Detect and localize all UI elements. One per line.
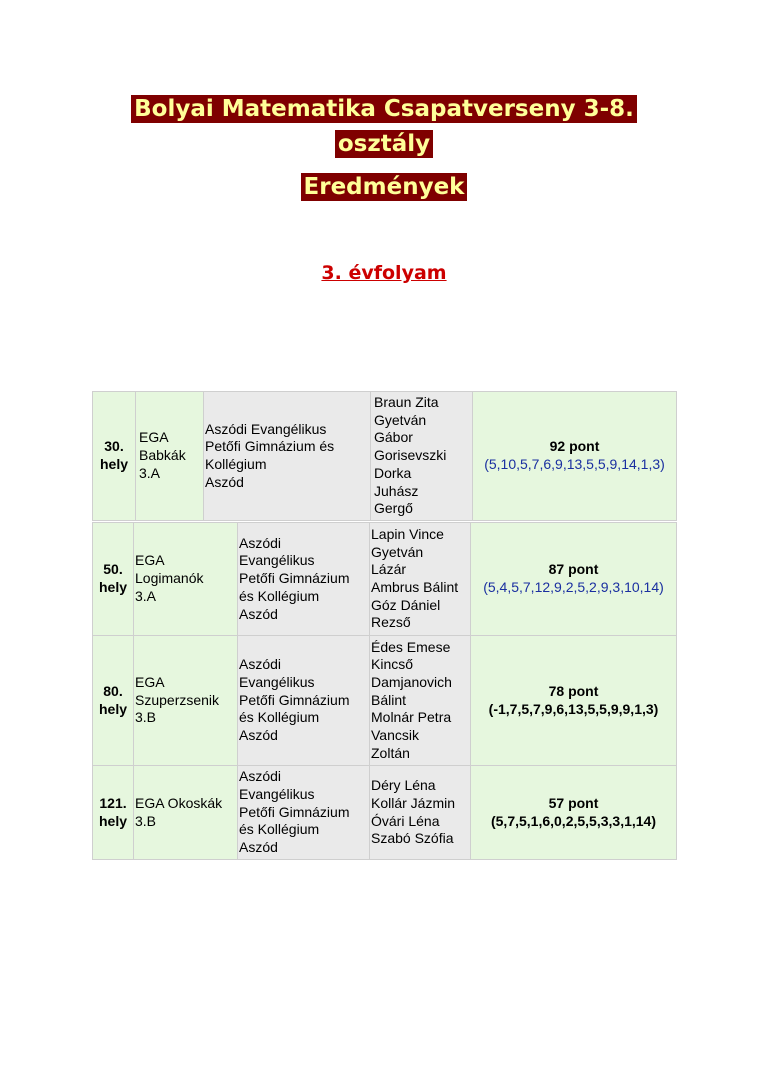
score-points: 78 pont [548, 682, 599, 699]
member-line: Déry Léna [371, 777, 436, 794]
school-cell [238, 766, 370, 860]
member-line: Rezső [371, 614, 411, 631]
school-line: Kollégium [205, 456, 267, 472]
grade-heading: 3. évfolyam [321, 262, 447, 284]
member-line: Vancsik [371, 727, 419, 744]
member-line: Ambrus Bálint [371, 579, 459, 595]
members-cell [370, 636, 471, 766]
team-class: 3.A [135, 587, 157, 604]
member-line: Lázár [371, 561, 407, 578]
score-points: 92 pont [549, 438, 600, 455]
place-cell [93, 523, 134, 636]
school-line: Evangélikus [239, 552, 315, 569]
table-row [93, 523, 677, 636]
table-row [93, 392, 677, 521]
result-table-1 [92, 391, 677, 521]
member-line: Molnár Petra [371, 709, 452, 726]
school-cell [238, 523, 370, 636]
team-name-line: EGA Okoskák [135, 794, 223, 811]
team-name-line: EGA [135, 673, 165, 690]
member-line: Bálint [371, 691, 407, 708]
score-points: 57 pont [548, 794, 599, 811]
table-row [93, 636, 677, 766]
member-line: Szabó Szófia [371, 830, 454, 847]
member-line: Gyetván [371, 543, 424, 560]
team-class: 3.A [139, 464, 161, 481]
place-cell [93, 636, 134, 766]
place-label: hely [99, 456, 128, 472]
score-cell [473, 392, 677, 521]
title-line-2-container [0, 130, 768, 158]
table-row [93, 766, 677, 860]
score-breakdown: (-1,7,5,7,9,6,13,5,5,9,9,1,3) [488, 700, 659, 717]
title-line-1-container [0, 95, 768, 123]
member-line: Zoltán [371, 744, 410, 761]
team-name-line: Babkák [139, 447, 186, 464]
member-line: Óvári Léna [371, 812, 440, 829]
school-line: Aszódi [239, 656, 282, 673]
score-breakdown: (5,10,5,7,6,9,13,5,5,9,14,1,3) [484, 456, 665, 472]
school-line: Petőfi Gimnázium [239, 803, 350, 820]
place-label: hely [98, 812, 127, 829]
document-title-continued: osztály [335, 130, 433, 158]
school-line: Aszódi [239, 768, 282, 785]
score-cell [471, 766, 677, 860]
school-line: és Kollégium [239, 821, 320, 838]
school-city: Aszód [239, 727, 278, 744]
team-cell [134, 523, 238, 636]
member-line: Gyetván [374, 411, 427, 428]
member-line: Damjanovich [371, 673, 452, 690]
member-line: Kollár Jázmin [371, 794, 456, 811]
score-breakdown: (5,4,5,7,12,9,2,5,2,9,3,10,14) [483, 579, 664, 595]
member-line: Lapin Vince [371, 525, 444, 542]
school-city: Aszód [205, 473, 244, 490]
place-number: 30. [104, 438, 124, 455]
grade-heading-container [0, 262, 768, 284]
place-number: 121. [99, 794, 127, 811]
members-cell [371, 392, 473, 521]
team-name-line: EGA [139, 429, 169, 446]
result-table-2 [92, 522, 677, 860]
school-cell [238, 636, 370, 766]
member-line: Gergő [374, 500, 413, 517]
score-cell [471, 636, 677, 766]
member-line: Braun Zita [374, 394, 439, 411]
team-name-line: Logimanók [135, 570, 204, 587]
team-cell [134, 766, 238, 860]
member-line: Gábor [374, 429, 413, 446]
school-line: Petőfi Gimnázium [239, 570, 350, 587]
team-name-line: EGA [135, 552, 165, 569]
team-class: 3.B [135, 812, 157, 829]
school-line: Petőfi Gimnázium [239, 691, 350, 708]
member-line: Kincső [371, 656, 414, 673]
team-name-line: Szuperzsenik [135, 691, 220, 708]
document-title: Bolyai Matematika Csapatverseny 3-8. [131, 95, 637, 123]
score-points: 87 pont [548, 561, 599, 578]
team-class: 3.B [135, 709, 157, 726]
place-number: 50. [103, 561, 123, 578]
place-label: hely [98, 700, 127, 717]
school-line: és Kollégium [239, 709, 320, 726]
members-cell [370, 766, 471, 860]
results-heading: Eredmények [301, 173, 468, 201]
school-line: Evangélikus [239, 673, 315, 690]
school-city: Aszód [239, 839, 278, 856]
team-cell [134, 636, 238, 766]
members-cell [370, 523, 471, 636]
place-cell [93, 392, 136, 521]
member-line: Édes Emese [371, 638, 451, 655]
member-line: Góz Dániel [371, 596, 441, 613]
place-label: hely [98, 579, 127, 595]
school-line: Petőfi Gimnázium és [205, 438, 335, 455]
title-line-3-container [0, 173, 768, 201]
place-number: 80. [103, 682, 123, 699]
school-line: Aszódi Evangélikus [205, 420, 327, 437]
school-line: Aszódi [239, 534, 282, 551]
team-cell [136, 392, 204, 521]
score-cell [471, 523, 677, 636]
member-line: Gorisevszki [374, 447, 447, 464]
school-cell [204, 392, 371, 521]
school-line: Evangélikus [239, 785, 315, 802]
member-line: Dorka [374, 464, 412, 481]
school-city: Aszód [239, 605, 278, 622]
member-line: Juhász [374, 482, 419, 499]
school-line: és Kollégium [239, 587, 320, 604]
score-breakdown: (5,7,5,1,6,0,2,5,5,3,3,1,14) [490, 812, 656, 829]
place-cell [93, 766, 134, 860]
